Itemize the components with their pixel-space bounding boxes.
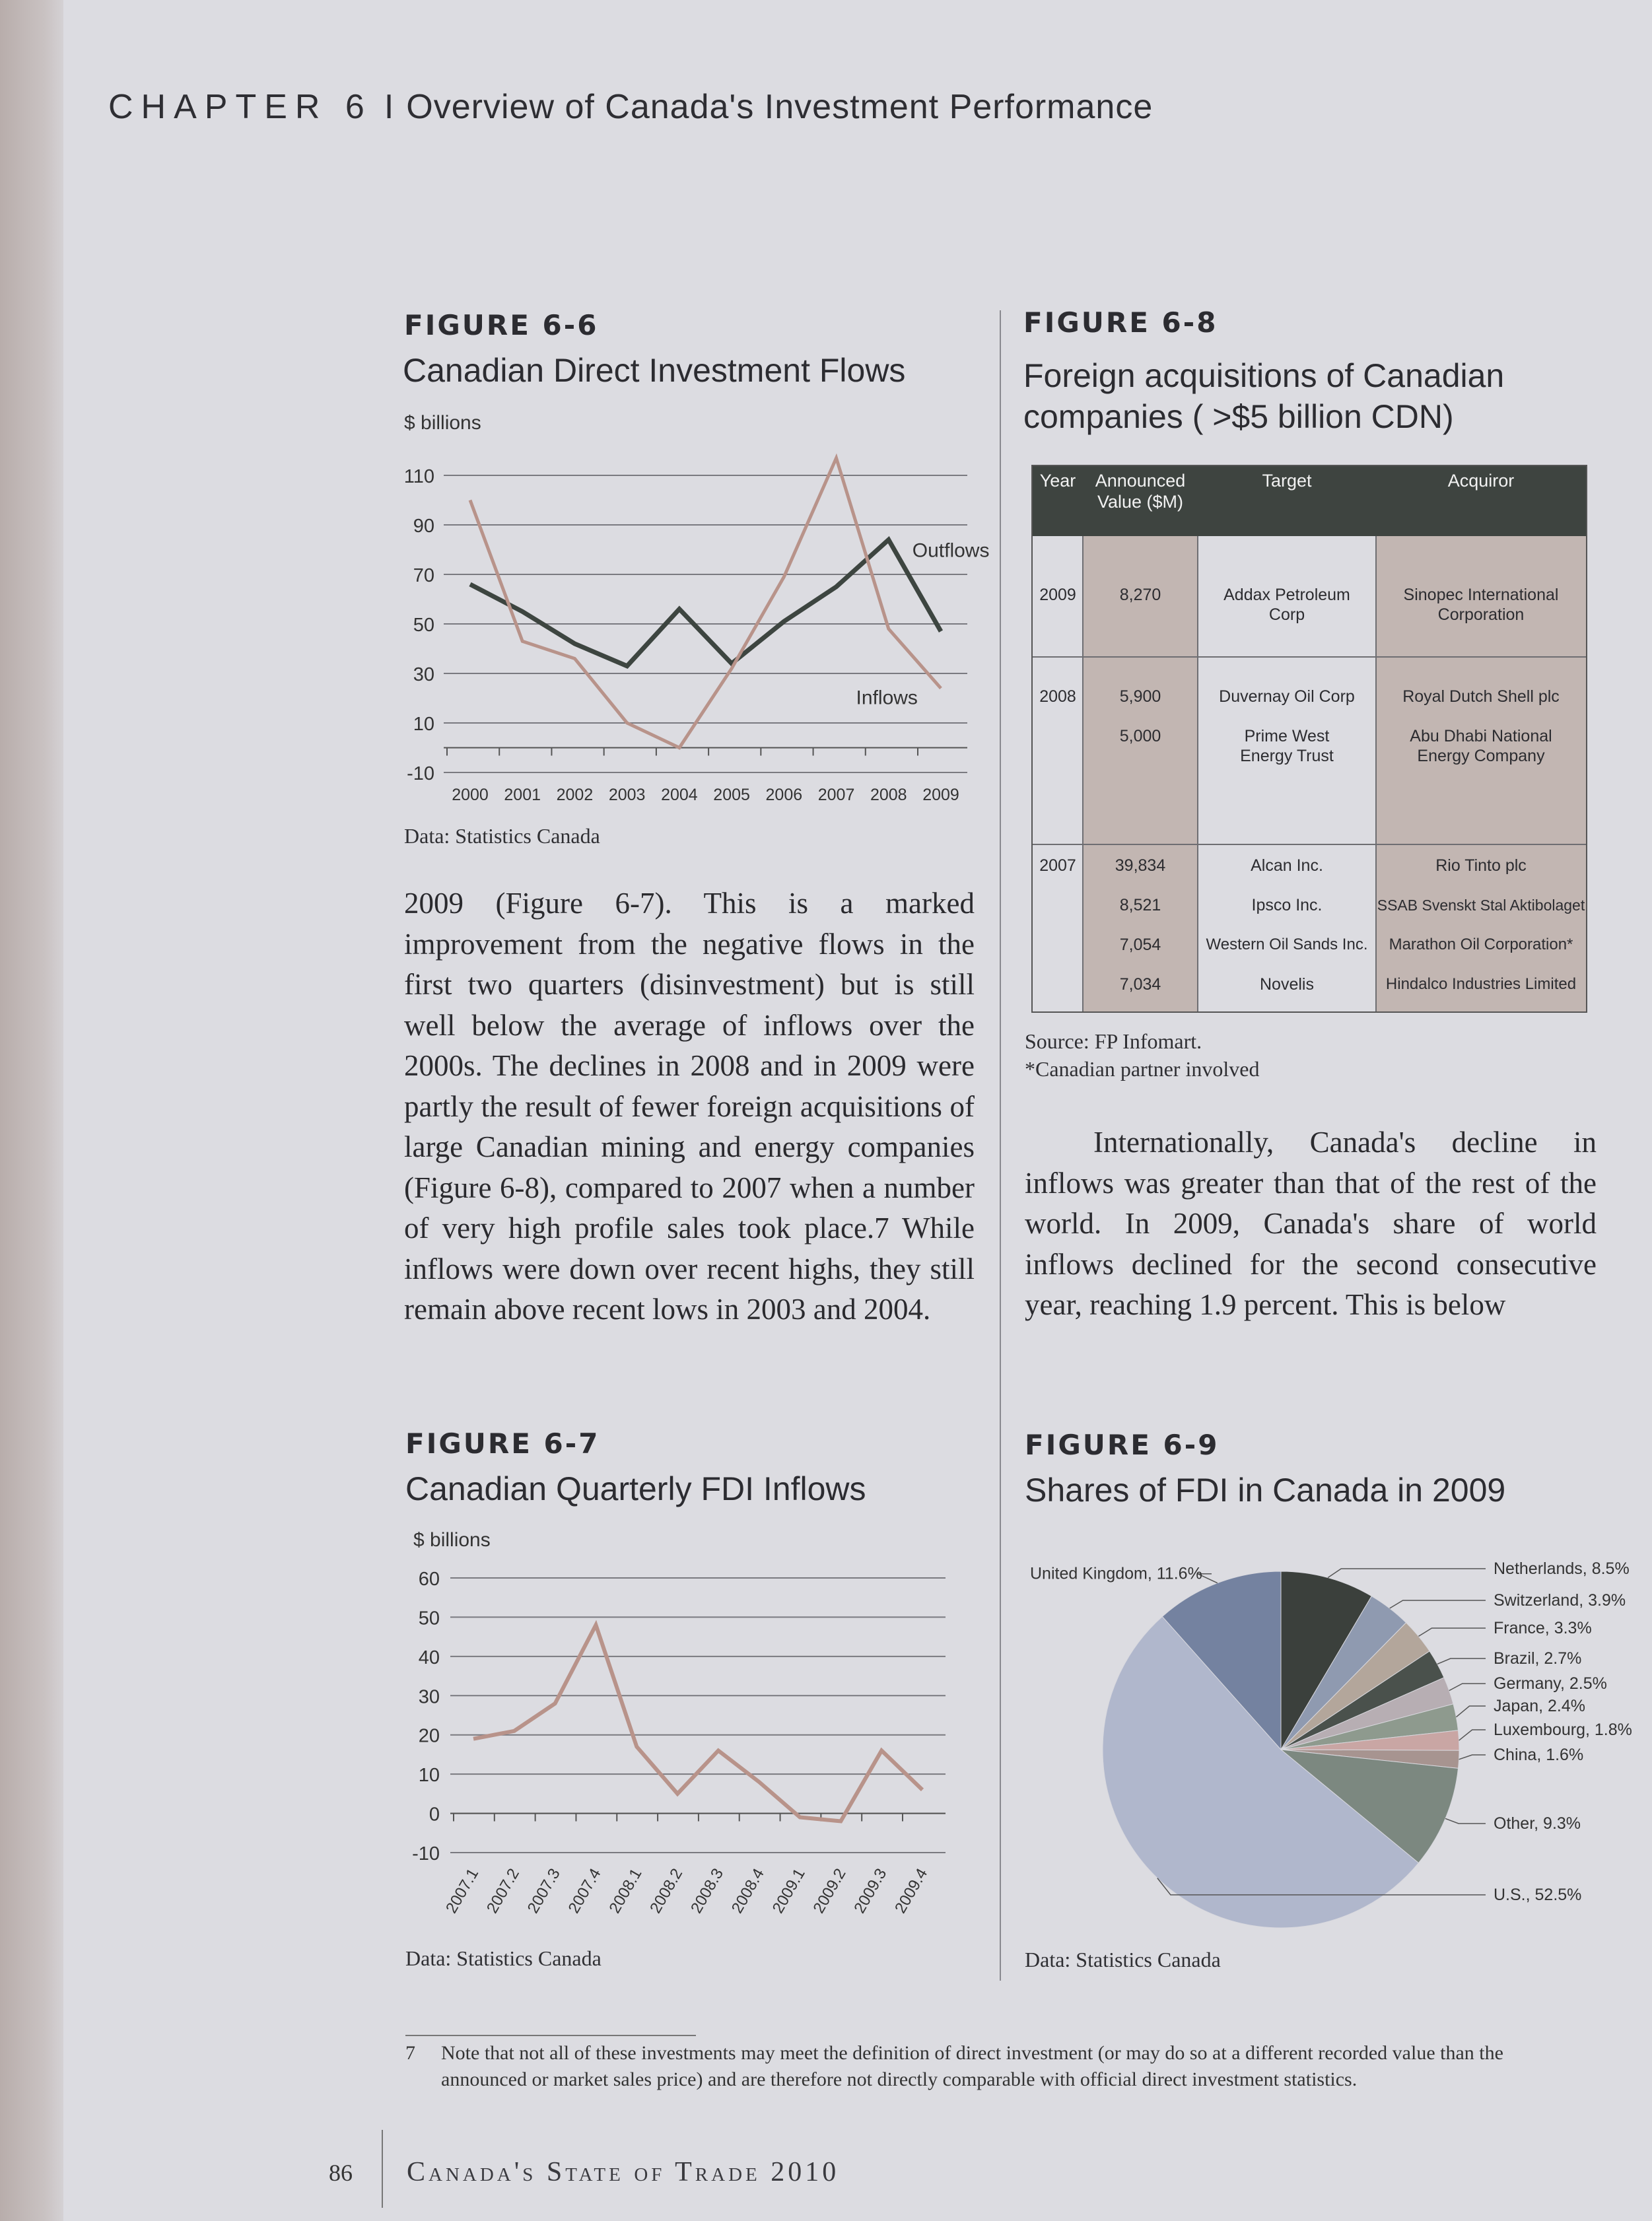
y-tick-label: 30 [418, 1686, 440, 1708]
figure-6-8-notes [1025, 1027, 1259, 1083]
pie-label: France, 3.3% [1494, 1619, 1592, 1637]
pie-label: Netherlands, 8.5% [1494, 1559, 1630, 1578]
table-cell-target: Duvernay Oil Corp [1219, 687, 1355, 706]
table-cell-acquiror: Marathon Oil Corporation* [1389, 936, 1573, 953]
figure-6-7-source: Data: Statistics Canada [405, 1946, 602, 1970]
figure-6-7-chart [396, 1558, 977, 1928]
table-cell-year: 2008 [1039, 687, 1076, 706]
figure-6-6-title: Canadian Direct Investment Flows [403, 352, 906, 389]
x-tick-label: 2009.4 [891, 1865, 932, 1917]
x-tick-label: 2009.1 [769, 1865, 809, 1917]
table-cell-acquiror: Sinopec International Corporation [1403, 586, 1559, 624]
figure-6-9-chart [1017, 1538, 1637, 1921]
pie-label: Switzerland, 3.9% [1494, 1591, 1626, 1610]
table-cell-acquiror: Royal Dutch Shell plc [1402, 687, 1560, 706]
x-tick-label: 2007.1 [442, 1865, 483, 1917]
footnote-text: Note that not all of these investments may meet the definition of direct investment (or may do so at a different recorded value than the announced or market sales price) and are therefore not directly comparable with official direct investment statistics. [441, 2042, 1503, 2090]
x-tick-label: 2007.2 [483, 1865, 524, 1917]
footnote-number: 7 [405, 2042, 415, 2064]
table-cell-target: Addax Petroleum Corp [1223, 586, 1350, 624]
x-tick-label: 2009.3 [850, 1865, 891, 1917]
figure-6-6-chart [396, 456, 990, 812]
pie-label: Brazil, 2.7% [1494, 1649, 1582, 1668]
series-line-quarterly-inflows [473, 1625, 922, 1821]
footer-title: Canada's State of Trade 2010 [407, 2157, 840, 2187]
leader-line [1328, 1569, 1486, 1578]
y-tick-label: 40 [418, 1647, 440, 1668]
body-text-left [404, 883, 975, 1330]
figure-6-9-number: FIGURE 6-9 [1025, 1429, 1220, 1461]
pie-label: U.S., 52.5% [1494, 1886, 1582, 1904]
table-cell-value: 8,270 [1119, 586, 1161, 604]
table-hline [1033, 844, 1586, 845]
leader-line [1390, 1600, 1486, 1608]
y-tick-label: 30 [413, 664, 434, 685]
y-tick-label: 50 [413, 615, 434, 636]
header-announced-value: Announced Value ($M) [1095, 471, 1186, 512]
table-header [1033, 466, 1586, 536]
x-tick-label: 2001 [504, 786, 541, 804]
table-cell-year: 2009 [1039, 586, 1076, 604]
figure-6-7-number: FIGURE 6-7 [405, 1427, 600, 1460]
y-tick-label: 20 [418, 1725, 440, 1747]
table-cell-acquiror: Hindalco Industries Limited [1385, 975, 1577, 993]
figure-6-9-source: Data: Statistics Canada [1025, 1948, 1221, 1971]
pie-label: Luxembourg, 1.8% [1494, 1721, 1632, 1739]
figure-6-7-unit: $ billions [413, 1529, 491, 1551]
leader-line [1418, 1628, 1486, 1636]
y-tick-label: 110 [403, 466, 434, 487]
table-cell-value: 5,000 [1119, 727, 1161, 745]
x-tick-label: 2005 [713, 786, 750, 804]
x-tick-label: 2007.4 [565, 1865, 605, 1917]
pie-label: Germany, 2.5% [1494, 1674, 1607, 1693]
figure-6-7-title: Canadian Quarterly FDI Inflows [405, 1470, 866, 1507]
table-cell-value: 8,521 [1119, 896, 1161, 914]
figure-6-6-number: FIGURE 6-6 [404, 309, 599, 341]
leader-line [1456, 1706, 1486, 1717]
y-tick-label: 60 [418, 1569, 440, 1590]
table-cell-target: Western Oil Sands Inc. [1206, 936, 1368, 953]
y-tick-label: 90 [413, 516, 434, 537]
body-paragraph-left: 2009 (Figure 6-7). This is a marked improvement from the negative flows in the first two quarters (disinvestment) but is still well below the average of inflows over the 2000s. The declines in 2008 and in 2009 were partly the result of fewer foreign acquisitions of large Canadian mining and energy companies (Figure 6-8), compared to 2007 when a number of very high profile sales took place.7 While inflows were down over recent highs, they still remain above recent lows in 2003 and 2004. [404, 887, 975, 1326]
x-tick-label: 2008.2 [646, 1865, 687, 1917]
page-number: 86 [329, 2160, 353, 2186]
body-text-right [1025, 1122, 1597, 1326]
table-cell-target: Prime West Energy Trust [1240, 727, 1334, 765]
x-tick-label: 2002 [556, 786, 594, 804]
y-tick-label: -10 [407, 763, 434, 784]
acquisitions-table [1031, 465, 1587, 1013]
figure-6-9-title: Shares of FDI in Canada in 2009 [1025, 1472, 1506, 1509]
leader-line [1459, 1755, 1486, 1760]
table-cell-acquiror: Rio Tinto plc [1435, 856, 1527, 875]
table-cell-value: 39,834 [1115, 856, 1166, 875]
table-cell-target: Novelis [1260, 975, 1314, 994]
y-tick-label: 50 [418, 1608, 440, 1629]
x-tick-label: 2000 [452, 786, 489, 804]
table-cell-value: 7,054 [1119, 936, 1161, 954]
footer-rule [382, 2130, 383, 2208]
header-target: Target [1262, 471, 1312, 491]
leader-line [1437, 1658, 1486, 1664]
x-tick-label: 2009.2 [809, 1865, 850, 1917]
table-cell-value: 7,034 [1119, 975, 1161, 994]
series-label-outflows: Outflows [912, 539, 990, 562]
chapter-separator: I [384, 88, 395, 126]
figure-6-6-source: Data: Statistics Canada [404, 824, 600, 848]
y-tick-label: -10 [412, 1843, 440, 1864]
pie-label: Japan, 2.4% [1494, 1697, 1585, 1715]
figure-6-8-source: Source: FP Infomart. [1025, 1029, 1202, 1053]
figure-6-8-title: Foreign acquisitions of Canadian companies ( >$5 billion CDN) [1023, 357, 1505, 435]
x-tick-label: 2008 [870, 786, 907, 804]
leader-line [1449, 1684, 1486, 1691]
pie-label: Other, 9.3% [1494, 1814, 1581, 1833]
figure-6-8-footnote: *Canadian partner involved [1025, 1057, 1260, 1081]
series-label-inflows: Inflows [856, 687, 918, 709]
chapter-header [108, 87, 1153, 127]
x-tick-label: 2003 [608, 786, 646, 804]
table-cell-target: Alcan Inc. [1251, 856, 1323, 875]
body-paragraph-right: Internationally, Canada's decline in inflows was greater than that of the rest of the world. In 2009, Canada's share of world inflows declined for the second consecutive year, reaching 1.9 percent. This is below [1025, 1126, 1597, 1321]
pie-label: China, 1.6% [1494, 1746, 1584, 1764]
header-year: Year [1039, 471, 1076, 491]
chapter-title: Overview of Canada's Investment Performance [406, 88, 1153, 126]
x-tick-label: 2009 [922, 786, 959, 804]
x-tick-label: 2007 [817, 786, 855, 804]
table-cell-acquiror: SSAB Svenskt Stal Aktibolaget [1377, 897, 1585, 914]
leader-line [1459, 1730, 1486, 1740]
header-acquiror: Acquiror [1447, 471, 1515, 491]
chapter-label: CHAPTER 6 [108, 88, 372, 126]
table-cell-acquiror: Abu Dhabi National Energy Company [1410, 727, 1552, 765]
x-tick-label: 2008.4 [728, 1865, 768, 1917]
pie-label: United Kingdom, 11.6% [1030, 1564, 1202, 1583]
footnote-rule [405, 2035, 696, 2036]
y-tick-label: 10 [418, 1765, 440, 1787]
column-divider [1000, 310, 1001, 1981]
x-tick-label: 2006 [765, 786, 803, 804]
table-hline [1033, 656, 1586, 658]
y-tick-label: 70 [413, 565, 434, 586]
x-tick-label: 2008.3 [687, 1865, 728, 1917]
y-tick-label: 10 [413, 714, 434, 735]
y-tick-label: 0 [429, 1804, 440, 1826]
x-tick-label: 2007.3 [524, 1865, 564, 1917]
leader-line [1445, 1818, 1486, 1824]
table-cell-value: 5,900 [1119, 687, 1161, 706]
figure-6-6-unit: $ billions [404, 412, 481, 434]
x-tick-label: 2004 [661, 786, 698, 804]
figure-6-8-number: FIGURE 6-8 [1023, 306, 1218, 339]
table-cell-year: 2007 [1039, 856, 1076, 875]
x-tick-label: 2008.1 [605, 1865, 646, 1917]
book-spine-shadow [0, 0, 63, 2221]
table-cell-target: Ipsco Inc. [1251, 896, 1323, 914]
